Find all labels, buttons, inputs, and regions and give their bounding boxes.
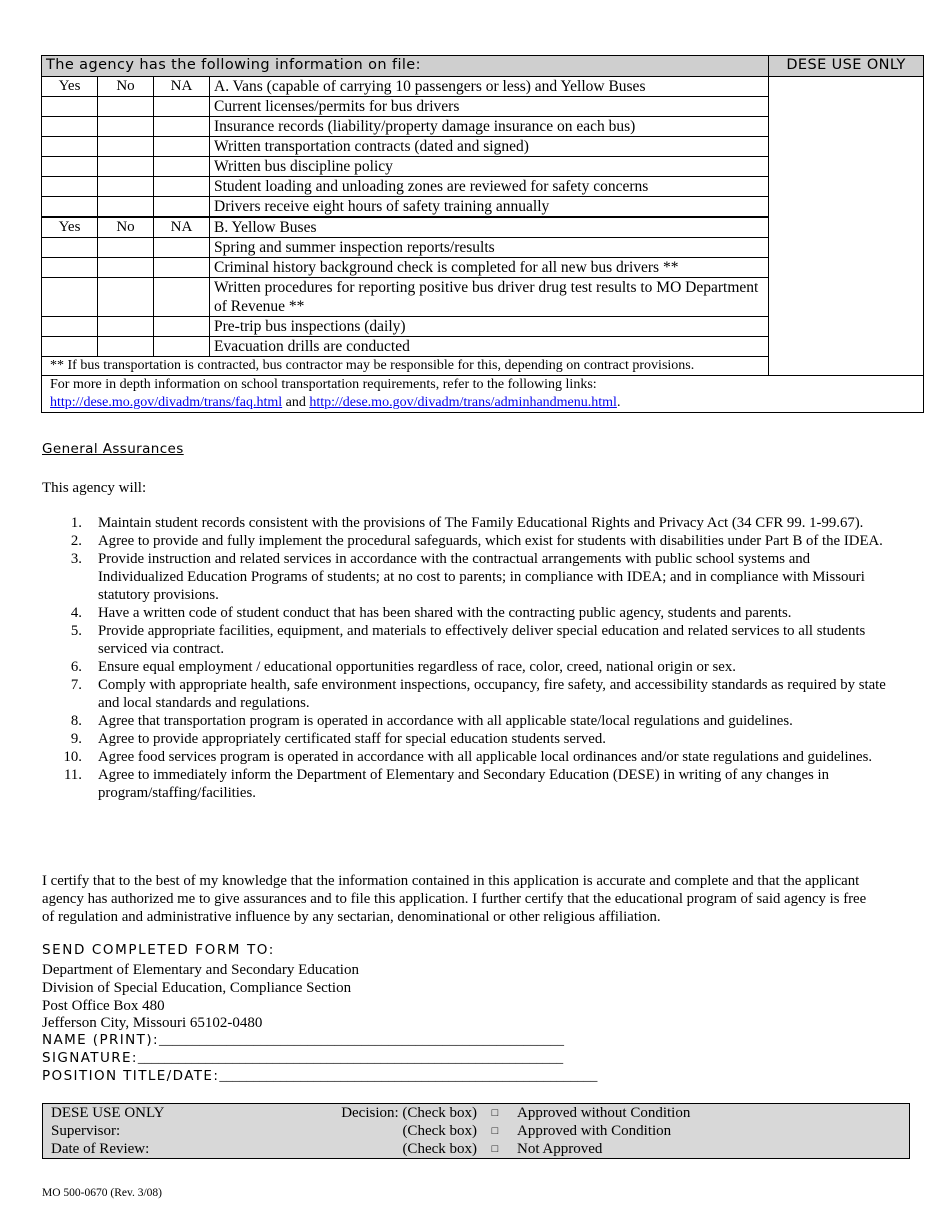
link-end: . (616, 395, 621, 410)
section-b-item: Evacuation drills are conducted (210, 337, 769, 357)
position-title-date-label: POSITION TITLE/DATE: (42, 1068, 220, 1084)
name-print-line[interactable]: ____________________________________________________________ (158, 1032, 564, 1047)
no-cell[interactable] (98, 238, 154, 258)
no-cell[interactable] (98, 157, 154, 177)
address-line: Division of Special Education, Compliance Section (42, 980, 352, 996)
section-b-item: Written procedures for reporting positive bus driver drug test results to MO Department of Revenue ** (210, 278, 769, 317)
col-no-label: No (98, 217, 154, 238)
assurance-text: Agree that transportation program is operated in accordance with all applicable state/local regulations and guidelines. (98, 713, 793, 729)
name-print-label: NAME (PRINT): (42, 1032, 159, 1048)
no-cell[interactable] (98, 258, 154, 278)
checkbox-not-approved[interactable]: □ (491, 1143, 499, 1155)
section-a-title: A. Vans (capable of carrying 10 passengers or less) and Yellow Buses (210, 77, 769, 97)
yes-cell[interactable] (42, 177, 98, 197)
yes-cell[interactable] (42, 238, 98, 258)
position-title-date-field[interactable] (42, 1068, 597, 1084)
agency-info-table (41, 55, 924, 413)
assurance-number: 1. (70, 515, 82, 531)
send-to-title: SEND COMPLETED FORM TO: (42, 942, 275, 958)
assurance-number: 8. (70, 713, 82, 729)
section-a-item: Written bus discipline policy (210, 157, 769, 177)
assurance-number: 9. (70, 731, 82, 747)
faq-link[interactable]: http://dese.mo.gov/divadm/trans/faq.html (50, 395, 283, 410)
date-of-review-label: Date of Review: (51, 1141, 150, 1157)
signature-line[interactable]: _______________________________________________________________ (137, 1050, 564, 1065)
checkbox-approved-without-condition[interactable]: □ (491, 1107, 499, 1119)
assurance-item (42, 514, 892, 532)
yes-cell[interactable] (42, 97, 98, 117)
checkbox-approved-with-condition[interactable]: □ (491, 1125, 499, 1137)
col-na-label: NA (154, 217, 210, 238)
signature-label: SIGNATURE: (42, 1050, 138, 1066)
certification-text: I certify that to the best of my knowledge that the information contained in this application is accurate and complete and that the applicant agency has authorized me to give assurances and to file this application. I further certify that the educational program of said agency is free of regulation and administrative influence by any sectarian, denominational or other religious affiliation. (42, 873, 867, 925)
na-cell[interactable] (154, 317, 210, 337)
yes-cell[interactable] (42, 278, 98, 317)
assurance-number: 11. (64, 767, 82, 783)
section-b-item: Pre-trip bus inspections (daily) (210, 317, 769, 337)
form-id: MO 500-0670 (Rev. 3/08) (42, 1187, 162, 1199)
assurance-number: 3. (70, 551, 82, 567)
na-cell[interactable] (154, 137, 210, 157)
address-line: Jefferson City, Missouri 65102-0480 (42, 1015, 263, 1031)
option-approved-with-condition: Approved with Condition (517, 1123, 672, 1139)
signature-field[interactable] (42, 1050, 563, 1066)
na-cell[interactable] (154, 117, 210, 137)
yes-cell[interactable] (42, 337, 98, 357)
col-na-label: NA (154, 77, 210, 97)
assurance-item (42, 748, 892, 766)
more-info-cell (42, 376, 924, 413)
assurance-number: 10. (63, 749, 82, 765)
section-b-item: Criminal history background check is completed for all new bus drivers ** (210, 258, 769, 278)
na-cell[interactable] (154, 97, 210, 117)
no-cell[interactable] (98, 117, 154, 137)
link-and: and (285, 395, 306, 410)
assurance-item (42, 730, 892, 748)
assurance-text: Agree to provide and fully implement the procedural safeguards, which exist for students with disabilities under Part B of the IDEA. (98, 533, 883, 549)
section-a-item: Insurance records (liability/property damage insurance on each bus) (210, 117, 769, 137)
assurance-number: 7. (70, 677, 82, 693)
footnote: ** If bus transportation is contracted, bus contractor may be responsible for this, depending on contract provisions. (42, 357, 924, 376)
address-line: Post Office Box 480 (42, 998, 165, 1014)
na-cell[interactable] (154, 337, 210, 357)
assurance-text: Agree to provide appropriately certificated staff for special education students served. (98, 731, 606, 747)
assurance-text: Agree to immediately inform the Department of Elementary and Secondary Education (DESE) in writing of any changes in program/staffing/facilities. (98, 767, 829, 801)
no-cell[interactable] (98, 137, 154, 157)
assurance-item (42, 766, 892, 802)
yes-cell[interactable] (42, 197, 98, 218)
na-cell[interactable] (154, 258, 210, 278)
col-yes-label: Yes (42, 217, 98, 238)
check-box-label: (Check box) (402, 1123, 477, 1139)
option-not-approved: Not Approved (517, 1141, 603, 1157)
col-yes-label: Yes (42, 77, 98, 97)
section-a-item: Student loading and unloading zones are reviewed for safety concerns (210, 177, 769, 197)
assurance-item (42, 712, 892, 730)
dese-use-only-header: DESE USE ONLY (769, 56, 924, 77)
decision-label: Decision: (Check box) (341, 1105, 477, 1121)
na-cell[interactable] (154, 177, 210, 197)
no-cell[interactable] (98, 177, 154, 197)
address-line: Department of Elementary and Secondary Education (42, 962, 359, 978)
no-cell[interactable] (98, 337, 154, 357)
na-cell[interactable] (154, 157, 210, 177)
assurance-text: Provide instruction and related services in accordance with the contractual arrangements with public school systems and Individualized Education Programs of students; at no cost to parents; in compliance with IDEA; and in compliance with Missouri statutory provisions. (98, 551, 865, 603)
assurance-text: Maintain student records consistent with the provisions of The Family Educational Rights and Privacy Act (34 CFR 99. 1-99.67). (98, 515, 864, 531)
assurance-text: Agree food services program is operated in accordance with all applicable local ordinances and/or state regulations and guidelines. (98, 749, 873, 765)
yes-cell[interactable] (42, 157, 98, 177)
na-cell[interactable] (154, 197, 210, 218)
yes-cell[interactable] (42, 117, 98, 137)
assurances-list (42, 514, 892, 802)
assurance-text: Ensure equal employment / educational opportunities regardless of race, color, creed, national origin or sex. (98, 659, 736, 675)
yes-cell[interactable] (42, 137, 98, 157)
more-info-text: For more in depth information on school transportation requirements, refer to the following links: (50, 377, 597, 392)
table-header: The agency has the following information on file: (42, 56, 769, 77)
yes-cell[interactable] (42, 258, 98, 278)
dese-review-box (42, 1103, 910, 1159)
dese-use-only-column (769, 77, 924, 376)
option-approved-without-condition: Approved without Condition (517, 1105, 691, 1121)
no-cell[interactable] (98, 278, 154, 317)
section-b-item: Spring and summer inspection reports/results (210, 238, 769, 258)
na-cell[interactable] (154, 278, 210, 317)
assurance-item (42, 550, 892, 604)
assurance-number: 6. (70, 659, 82, 675)
no-cell[interactable] (98, 197, 154, 218)
assurance-number: 2. (70, 533, 82, 549)
dese-use-only-label: DESE USE ONLY (51, 1105, 165, 1121)
admin-handbook-link[interactable]: http://dese.mo.gov/divadm/trans/adminhandmenu.html (309, 395, 617, 410)
assurance-text: Have a written code of student conduct that has been shared with the contracting public agency, students and parents. (98, 605, 792, 621)
assurance-item (42, 532, 892, 550)
position-title-date-line[interactable]: ________________________________________________________ (219, 1068, 598, 1083)
name-print-field[interactable] (42, 1032, 564, 1048)
yes-cell[interactable] (42, 317, 98, 337)
no-cell[interactable] (98, 97, 154, 117)
col-no-label: No (98, 77, 154, 97)
assurance-item (42, 658, 892, 676)
assurance-text: Provide appropriate facilities, equipment, and materials to effectively deliver special education and related services to all students serviced via contract. (98, 623, 866, 657)
section-b-title: B. Yellow Buses (210, 217, 769, 238)
general-assurances-intro: This agency will: (42, 480, 147, 496)
section-a-item: Current licenses/permits for bus drivers (210, 97, 769, 117)
section-a-item: Drivers receive eight hours of safety training annually (210, 197, 769, 218)
check-box-label: (Check box) (402, 1141, 477, 1157)
general-assurances-title: General Assurances (42, 441, 184, 457)
no-cell[interactable] (98, 317, 154, 337)
assurance-item (42, 604, 892, 622)
supervisor-label: Supervisor: (51, 1123, 121, 1139)
section-a-item: Written transportation contracts (dated and signed) (210, 137, 769, 157)
assurance-text: Comply with appropriate health, safe environment inspections, occupancy, fire safety, and accessibility standards as required by state and local standards and regulations. (98, 677, 886, 711)
na-cell[interactable] (154, 238, 210, 258)
assurance-item (42, 676, 892, 712)
assurance-number: 4. (70, 605, 82, 621)
assurance-number: 5. (70, 623, 82, 639)
assurance-item (42, 622, 892, 658)
